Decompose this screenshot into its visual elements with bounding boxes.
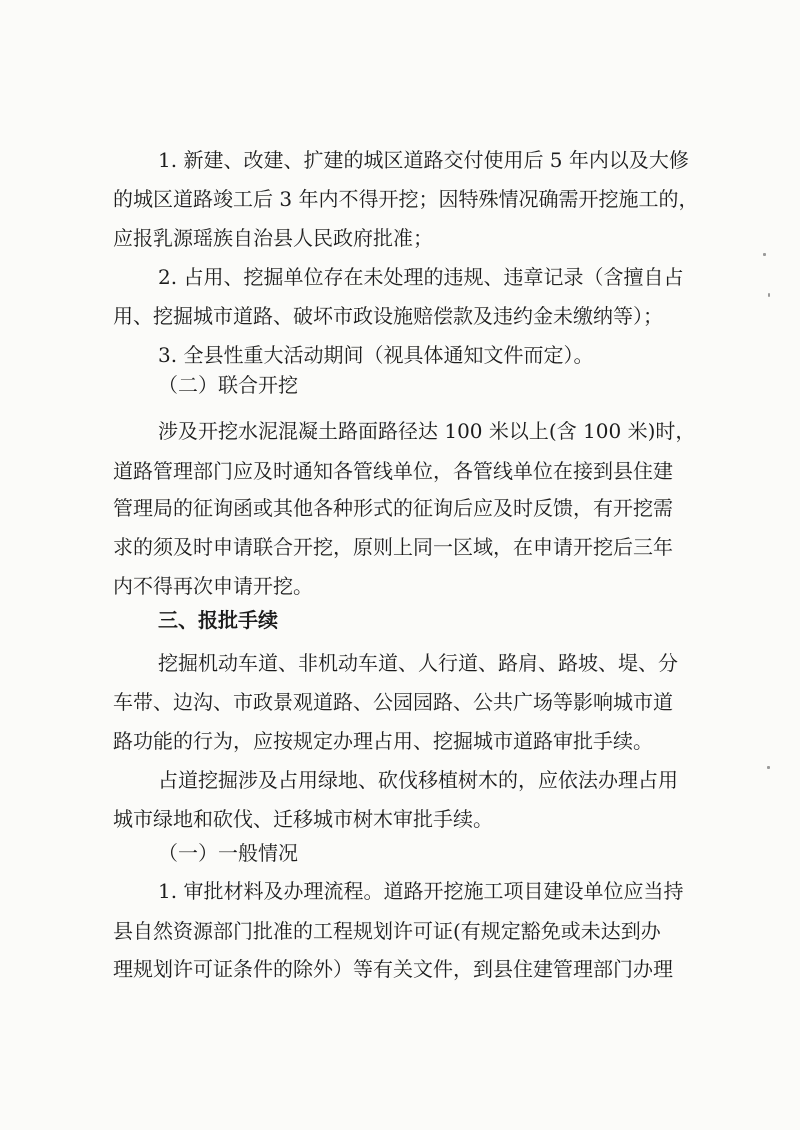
paragraph-line: 3. 全县性重大活动期间（视具体通知文件而定）。 (158, 343, 594, 367)
paragraph-line: 理规划许可证条件的除外）等有关文件，到县住建管理部门办理 (113, 957, 673, 981)
paragraph-line: 城市绿地和砍伐、迁移城市树木审批手续。 (113, 807, 493, 831)
paragraph-line: 1. 审批材料及办理流程。道路开挖施工项目建设单位应当持 (158, 879, 684, 903)
paragraph-line: 1. 新建、改建、扩建的城区道路交付使用后 5 年内以及大修 (158, 148, 689, 172)
paragraph-line: 内不得再次申请开挖。 (113, 574, 313, 598)
scan-speck (768, 293, 770, 297)
scan-speck (763, 253, 766, 256)
scan-speck (767, 766, 770, 769)
paragraph-line: 占道挖掘涉及占用绿地、砍伐移植树木的，应依法办理占用 (158, 768, 678, 792)
paragraph-line: 用、挖掘城市道路、破坏市政设施赔偿款及违约金未缴纳等）； (113, 304, 663, 328)
section-subheading: （二）联合开挖 (158, 373, 298, 397)
paragraph-line: 2. 占用、挖掘单位存在未处理的违规、违章记录（含擅自占 (158, 265, 684, 289)
paragraph-line: 涉及开挖水泥混凝土路面路径达 100 米以上(含 100 米)时， (158, 419, 696, 443)
paragraph-line: 道路管理部门应及时通知各管线单位，各管线单位在接到县住建 (113, 459, 673, 483)
paragraph-line: 县自然资源部门批准的工程规划许可证(有规定豁免或未达到办 (113, 919, 661, 943)
paragraph-line: 车带、边沟、市政景观道路、公园园路、公共广场等影响城市道 (113, 690, 673, 714)
paragraph-line: 的城区道路竣工后 3 年内不得开挖；因特殊情况确需开挖施工的， (113, 187, 699, 211)
paragraph-line: 管理局的征询函或其他各种形式的征询后应及时反馈，有开挖需 (113, 496, 673, 520)
paragraph-line: 路功能的行为，应按规定办理占用、挖掘城市道路审批手续。 (113, 729, 653, 753)
section-heading: 三、报批手续 (158, 608, 278, 632)
section-subheading: （一）一般情况 (158, 841, 298, 865)
paragraph-line: 应报乳源瑶族自治县人民政府批准； (113, 226, 433, 250)
paragraph-line: 求的须及时申请联合开挖，原则上同一区域，在申请开挖后三年 (113, 535, 673, 559)
paragraph-line: 挖掘机动车道、非机动车道、人行道、路肩、路坡、堤、分 (158, 651, 678, 675)
